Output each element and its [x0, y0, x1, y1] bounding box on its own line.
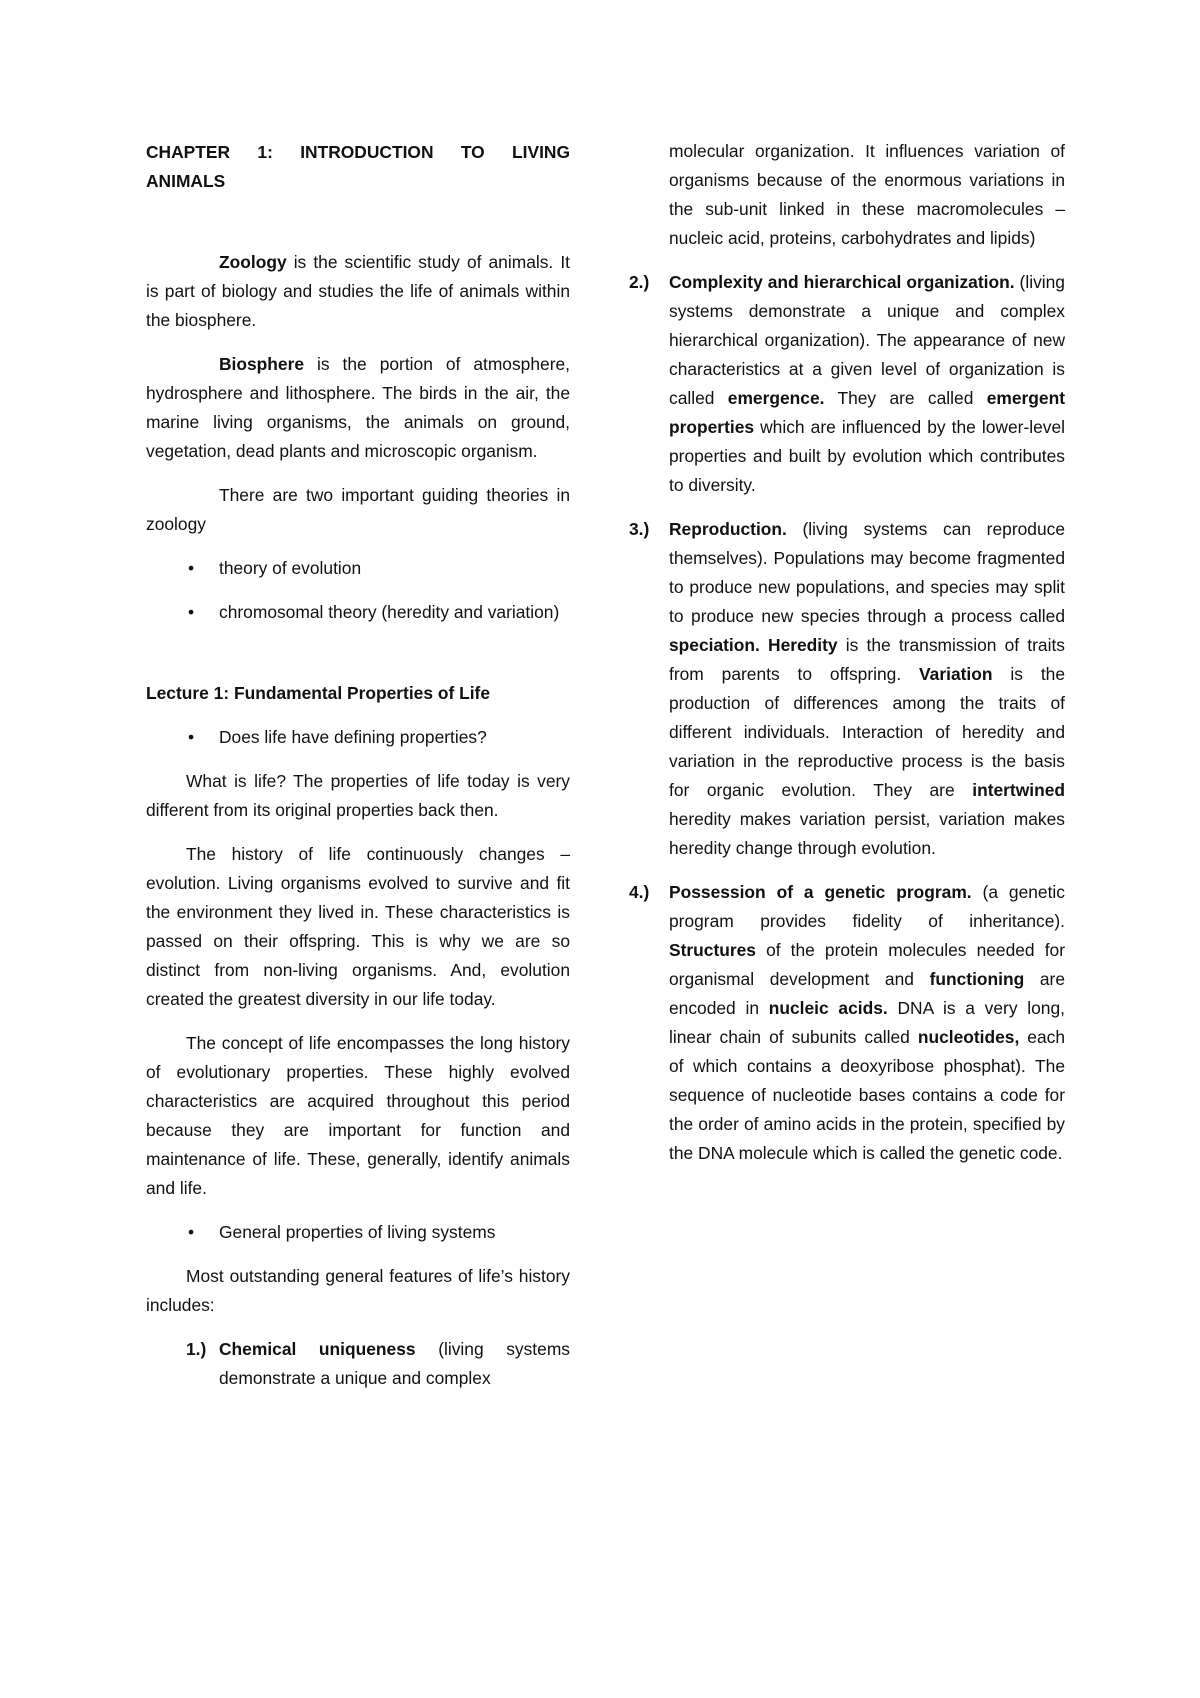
bullet-icon: •	[188, 558, 195, 578]
theory-chromosomal: chromosomal theory (heredity and variation)	[219, 602, 560, 622]
item-text: (living systems can reproduce themselves). Populations may become fragmented to produce new populations, and species may split to produce new species through a process called	[669, 519, 1065, 626]
list-item	[146, 554, 570, 583]
left-column	[146, 138, 570, 1393]
bold-term: nucleic acids.	[768, 998, 888, 1018]
theory-evolution: theory of evolution	[219, 558, 362, 578]
right-column	[629, 137, 1066, 1168]
item-number: 3.)	[629, 519, 650, 539]
item-heading: Complexity and hierarchical organization.	[669, 272, 1015, 292]
theories-intro: There are two important guiding theories in zoology	[146, 485, 570, 534]
bullet-icon: •	[188, 602, 195, 622]
bold-term: Variation	[919, 664, 993, 684]
item-heading: Possession of a genetic program.	[669, 882, 972, 902]
item-text: They are called	[824, 388, 987, 408]
item-text: DNA is a very long, linear chain of subunits called	[669, 998, 1065, 1047]
bold-term: intertwined	[972, 780, 1065, 800]
list-item	[146, 1218, 570, 1247]
bold-term: emergent properties	[669, 388, 1065, 437]
question-text: Does life have defining properties?	[219, 727, 487, 747]
general-properties-text: General properties of living systems	[219, 1222, 496, 1242]
item-text: is the production of differences among the traits of different individuals. Interaction of heredity and variation in the reproductive process is the basis for organic evolution. They are	[669, 664, 1065, 800]
bold-term: emergence.	[727, 388, 825, 408]
biosphere-text: is the portion of atmosphere, hydrosphere and lithosphere. The birds in the air, the marine living organisms, the animals on ground, vegetation, dead plants and microscopic organism.	[146, 354, 570, 461]
item-text: are encoded in	[669, 969, 1066, 1018]
item-text: which are influenced by the lower-level properties and built by evolution which contributes to diversity.	[669, 417, 1065, 495]
list-item	[146, 723, 570, 752]
item-text: each of which contains a deoxyribose phosphat). The sequence of nucleotide bases contains a code for the order of amino acids in the protein, specified by the DNA molecule which is called the genetic code.	[669, 1027, 1066, 1163]
bold-term: speciation. Heredity	[669, 635, 838, 655]
zoology-term: Zoology	[219, 252, 287, 272]
item-text: (a genetic program provides fidelity of inheritance).	[669, 882, 1065, 931]
concept-paragraph: The concept of life encompasses the long history of evolutionary properties. These highly evolved characteristics are acquired throughout this period because they are important for function and maintenance of life. These, generally, identify animals and life.	[146, 1033, 570, 1198]
chapter-title: CHAPTER 1: INTRODUCTION TO LIVING ANIMALS	[146, 142, 570, 191]
item-text: heredity makes variation persist, variation makes heredity change through evolution.	[669, 809, 1065, 858]
list-item	[146, 598, 570, 627]
item1-continuation: molecular organization. It influences variation of organisms because of the enormous variations in the sub-unit linked in these macromolecules – nucleic acid, proteins, carbohydrates and lipids)	[669, 141, 1065, 248]
bold-term: functioning	[929, 969, 1025, 989]
item-heading: Reproduction.	[669, 519, 787, 539]
item-number: 2.)	[629, 272, 650, 292]
lecture-title: Lecture 1: Fundamental Properties of Life	[146, 683, 491, 703]
numbered-item-1	[146, 1335, 570, 1393]
zoology-text: is the scientific study of animals. It is part of biology and studies the life of animals within the biosphere.	[146, 252, 570, 330]
item-text: is the transmission of traits from parents to offspring.	[669, 635, 1065, 684]
item-text: of the protein molecules needed for organismal development and	[669, 940, 1065, 989]
item-text: (living systems demonstrate a unique and complex	[219, 1339, 570, 1388]
bold-term: nucleotides,	[917, 1027, 1020, 1047]
bullet-icon: •	[188, 1222, 195, 1242]
bold-term: Structures	[669, 940, 756, 960]
item-number: 4.)	[629, 882, 650, 902]
item-text: (living systems demonstrate a unique and complex hierarchical organization). The appearance of new characteristics at a given level of organization is called	[669, 272, 1065, 408]
zoology-paragraph	[146, 248, 570, 335]
biosphere-term: Biosphere	[219, 354, 305, 374]
item-number: 1.)	[186, 1339, 207, 1359]
biosphere-paragraph	[146, 350, 570, 466]
what-is-life-paragraph: What is life? The properties of life today is very different from its original properties back then.	[146, 771, 570, 820]
numbered-item-3	[629, 515, 1065, 863]
bullet-icon: •	[188, 727, 195, 747]
outstanding-paragraph: Most outstanding general features of life’s history includes:	[146, 1266, 570, 1315]
history-paragraph: The history of life continuously changes – evolution. Living organisms evolved to survive and fit the environment they lived in. These characteristics is passed on their offspring. This is why we are so distinct from non-living organisms. And, evolution created the greatest diversity in our life today.	[146, 844, 570, 1009]
numbered-item-2	[629, 268, 1065, 500]
numbered-item-4	[629, 878, 1065, 1168]
item-heading: Chemical uniqueness	[219, 1339, 416, 1359]
